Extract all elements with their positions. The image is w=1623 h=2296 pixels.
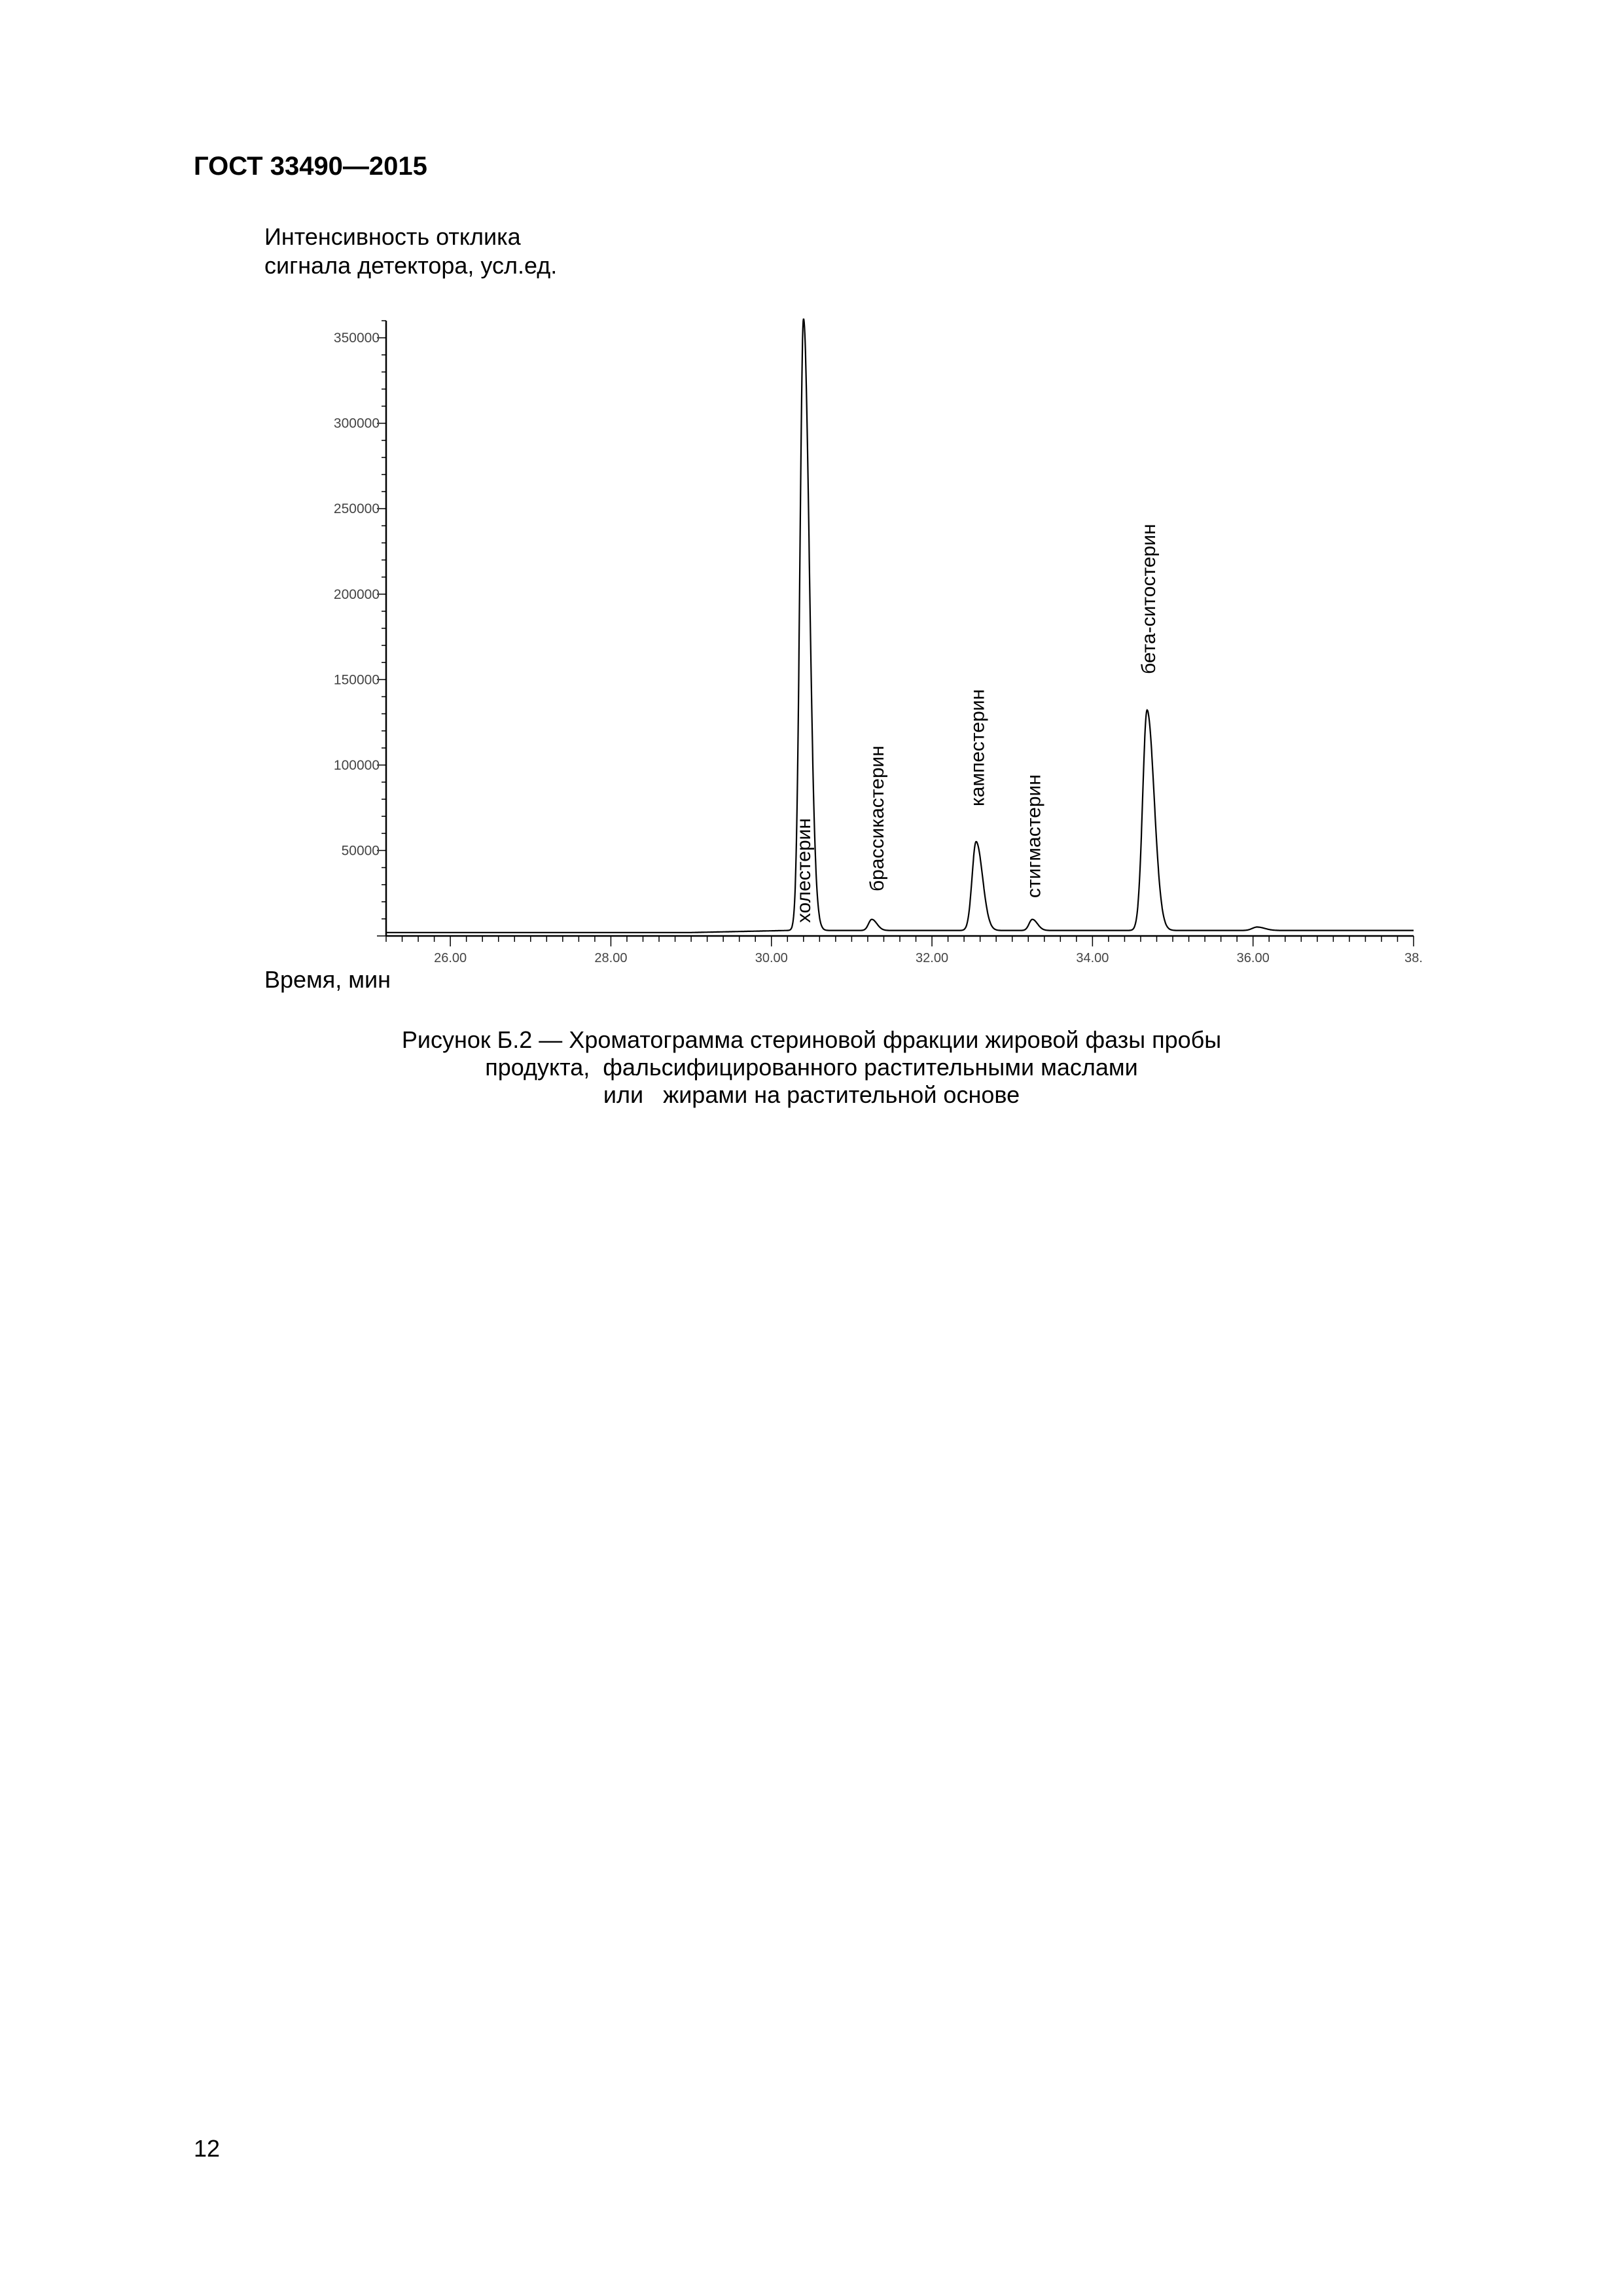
figure-caption bbox=[327, 1026, 1296, 1109]
document-number: ГОСТ 33490—2015 bbox=[194, 152, 427, 181]
peak-label: кампестерин bbox=[967, 689, 989, 806]
y-tick-label: 50000 bbox=[341, 843, 380, 859]
page-number: 12 bbox=[194, 2135, 221, 2162]
x-axis-title: Время, мин bbox=[264, 966, 391, 993]
x-tick-label: 38. bbox=[1404, 951, 1423, 965]
chromatogram-trace bbox=[386, 319, 1414, 933]
y-tick-label: 100000 bbox=[333, 757, 380, 773]
caption-line3: или жирами на растительной основе bbox=[603, 1081, 1020, 1108]
peak-label: бета-ситостерин bbox=[1137, 524, 1160, 674]
peak-label: стигмастерин bbox=[1023, 774, 1045, 898]
y-axis-title-line1: Интенсивность отклика bbox=[264, 223, 521, 250]
y-tick-label: 250000 bbox=[333, 501, 380, 517]
caption-line1: Рисунок Б.2 — Хроматограмма стериновой фракции жировой фазы пробы bbox=[401, 1026, 1222, 1053]
peak-labels bbox=[793, 524, 1160, 923]
chart-axes bbox=[386, 321, 1414, 936]
y-tick-label: 350000 bbox=[333, 331, 380, 346]
x-tick-label: 26.00 bbox=[434, 951, 467, 965]
x-tick-label: 32.00 bbox=[916, 951, 949, 965]
peak-label: брассикастерин bbox=[866, 745, 889, 891]
x-tick-label: 34.00 bbox=[1076, 951, 1109, 965]
y-tick-label: 150000 bbox=[333, 672, 380, 688]
y-tick-label: 300000 bbox=[333, 416, 380, 431]
y-axis-title-line2: сигнала детектора, усл.ед. bbox=[264, 252, 558, 279]
y-tick-label: 200000 bbox=[333, 586, 380, 602]
peak-label: холестерин bbox=[793, 818, 815, 923]
x-tick-label: 28.00 bbox=[594, 951, 628, 965]
x-tick-label: 36.00 bbox=[1236, 951, 1270, 965]
chromatogram-chart bbox=[0, 0, 1623, 982]
x-tick-label: 30.00 bbox=[755, 951, 788, 965]
caption-line2: продукта, фальсифицированного растительными маслами bbox=[485, 1054, 1138, 1081]
